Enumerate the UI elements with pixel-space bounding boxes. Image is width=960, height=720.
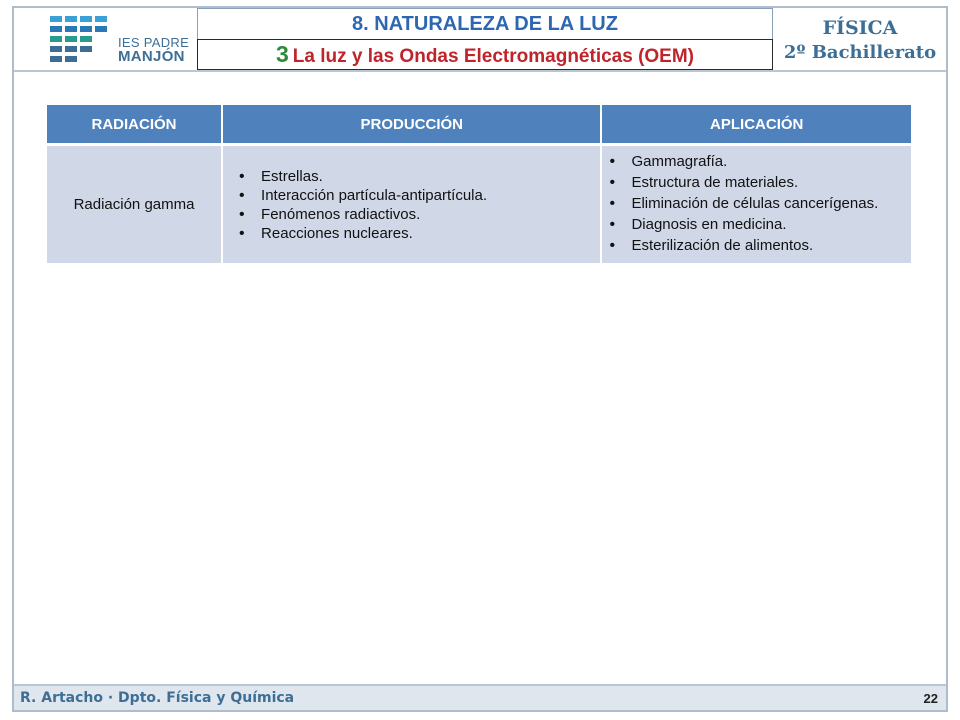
page-number: 22 bbox=[923, 691, 938, 706]
header-divider bbox=[14, 70, 946, 72]
cell-production bbox=[222, 145, 601, 264]
application-item: • Diagnosis en medicina. bbox=[631, 215, 903, 234]
subsection-title-text: La luz y las Ondas Electromagnéticas (OEM) bbox=[292, 46, 695, 67]
school-name-line2: MANJÓN bbox=[118, 48, 185, 65]
production-item: • Reacciones nucleares. bbox=[261, 224, 590, 243]
school-name-line1: IES PADRE bbox=[118, 35, 190, 50]
section-title: 8. NATURALEZA DE LA LUZ bbox=[197, 8, 773, 39]
table-header-row bbox=[47, 105, 911, 145]
cell-radiation: Radiación gamma bbox=[47, 145, 222, 264]
application-list bbox=[631, 152, 903, 255]
school-logo bbox=[14, 8, 196, 68]
footer-author: R. Artacho · Dpto. Física y Química bbox=[20, 690, 295, 706]
cell-application bbox=[601, 145, 911, 264]
subject-badge bbox=[774, 8, 946, 70]
subject-name: FÍSICA bbox=[822, 17, 898, 39]
header-production: PRODUCCIÓN bbox=[222, 105, 601, 145]
school-name bbox=[118, 36, 189, 64]
header-application: APLICACIÓN bbox=[601, 105, 911, 145]
application-item: • Gammagrafía. bbox=[631, 152, 903, 171]
production-list bbox=[261, 167, 590, 243]
table-row bbox=[47, 145, 911, 264]
subsection-number: 3 bbox=[275, 41, 289, 67]
radiation-table bbox=[47, 105, 911, 263]
course-name: 2º Bachillerato bbox=[783, 42, 937, 63]
production-item: • Estrellas. bbox=[261, 167, 590, 186]
footer-bar bbox=[14, 684, 946, 710]
school-logo-icon bbox=[50, 16, 112, 66]
application-item: • Esterilización de alimentos. bbox=[631, 236, 903, 255]
production-item: • Interacción partícula-antipartícula. bbox=[261, 186, 590, 205]
production-item: • Fenómenos radiactivos. bbox=[261, 205, 590, 224]
application-item: • Eliminación de células cancerígenas. bbox=[631, 194, 903, 213]
header-radiation: RADIACIÓN bbox=[47, 105, 222, 145]
subsection-title bbox=[197, 39, 773, 70]
application-item: • Estructura de materiales. bbox=[631, 173, 903, 192]
